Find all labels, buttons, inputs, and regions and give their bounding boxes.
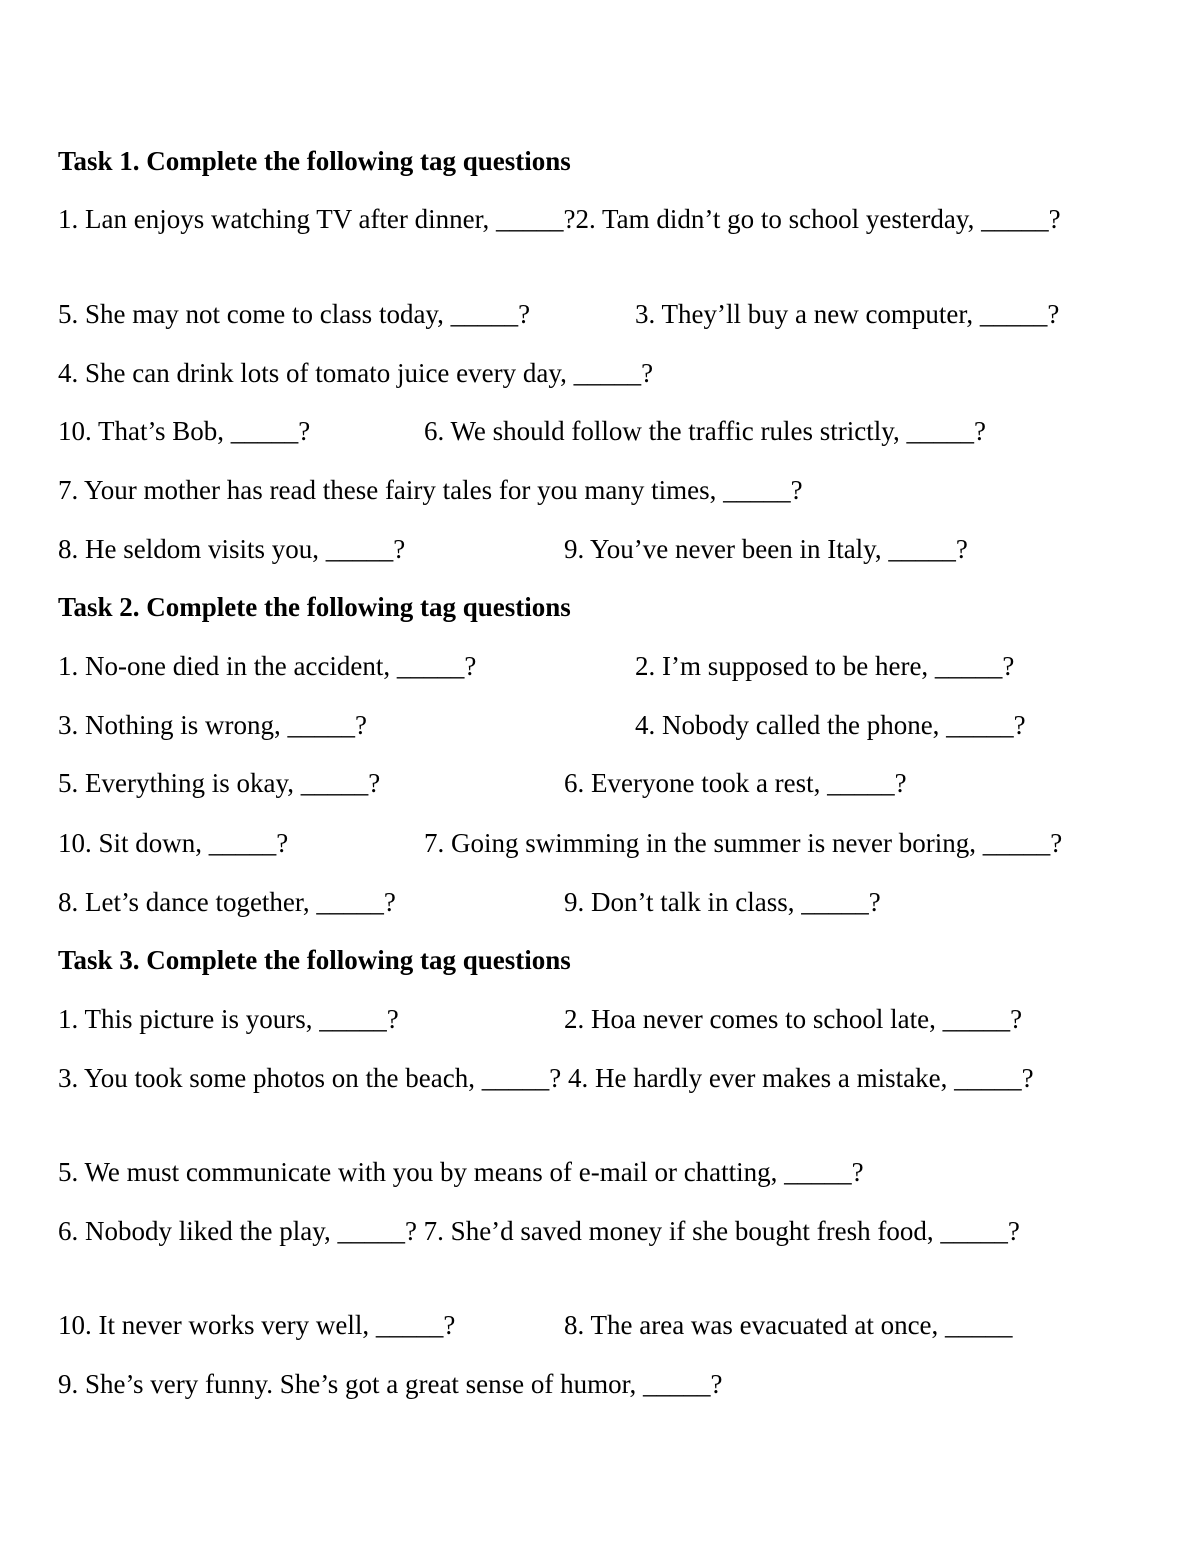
task3-question-8: 8. The area was evacuated at once, _____ bbox=[564, 1310, 1013, 1340]
task1-question-7: 7. Your mother has read these fairy tales for you many times, _____? bbox=[58, 475, 803, 505]
task3-question-9: 9. She’s very funny. She’s got a great sense of humor, _____? bbox=[58, 1369, 723, 1399]
task2-question-8: 8. Let’s dance together, _____? bbox=[58, 887, 396, 917]
task2-question-6: 6. Everyone took a rest, _____? bbox=[564, 768, 907, 798]
task1-question-6: 6. We should follow the traffic rules strictly, _____? bbox=[424, 416, 986, 446]
task1-question-10: 10. That’s Bob, _____? bbox=[58, 416, 311, 446]
task2-question-1: 1. No-one died in the accident, _____? bbox=[58, 651, 477, 681]
task2-question-2: 2. I’m supposed to be here, _____? bbox=[635, 651, 1015, 681]
task1-question-5: 5. She may not come to class today, _____? bbox=[58, 299, 531, 329]
task1-question-1-2: 1. Lan enjoys watching TV after dinner, _____?2. Tam didn’t go to school yesterday, _____? bbox=[58, 204, 1061, 234]
task3-question-10: 10. It never works very well, _____? bbox=[58, 1310, 456, 1340]
task3-question-3-4: 3. You took some photos on the beach, _____? 4. He hardly ever makes a mistake, _____? bbox=[58, 1063, 1034, 1093]
task2-question-5: 5. Everything is okay, _____? bbox=[58, 768, 381, 798]
task2-question-9: 9. Don’t talk in class, _____? bbox=[564, 887, 881, 917]
task2-question-3: 3. Nothing is wrong, _____? bbox=[58, 710, 367, 740]
task3-question-6-7: 6. Nobody liked the play, _____? 7. She’d saved money if she bought fresh food, _____? bbox=[58, 1216, 1020, 1246]
task2-question-7: 7. Going swimming in the summer is never boring, _____? bbox=[424, 828, 1063, 858]
task1-heading: Task 1. Complete the following tag questions bbox=[58, 146, 571, 176]
task3-question-5: 5. We must communicate with you by means of e-mail or chatting, _____? bbox=[58, 1157, 864, 1187]
task1-question-3: 3. They’ll buy a new computer, _____? bbox=[635, 299, 1060, 329]
task3-heading: Task 3. Complete the following tag questions bbox=[58, 945, 571, 975]
task2-question-10: 10. Sit down, _____? bbox=[58, 828, 289, 858]
task1-question-4: 4. She can drink lots of tomato juice every day, _____? bbox=[58, 358, 654, 388]
task3-question-1: 1. This picture is yours, _____? bbox=[58, 1004, 399, 1034]
task3-question-2: 2. Hoa never comes to school late, _____? bbox=[564, 1004, 1023, 1034]
task2-heading: Task 2. Complete the following tag questions bbox=[58, 592, 571, 622]
task1-question-9: 9. You’ve never been in Italy, _____? bbox=[564, 534, 968, 564]
task1-question-8: 8. He seldom visits you, _____? bbox=[58, 534, 406, 564]
task2-question-4: 4. Nobody called the phone, _____? bbox=[635, 710, 1026, 740]
